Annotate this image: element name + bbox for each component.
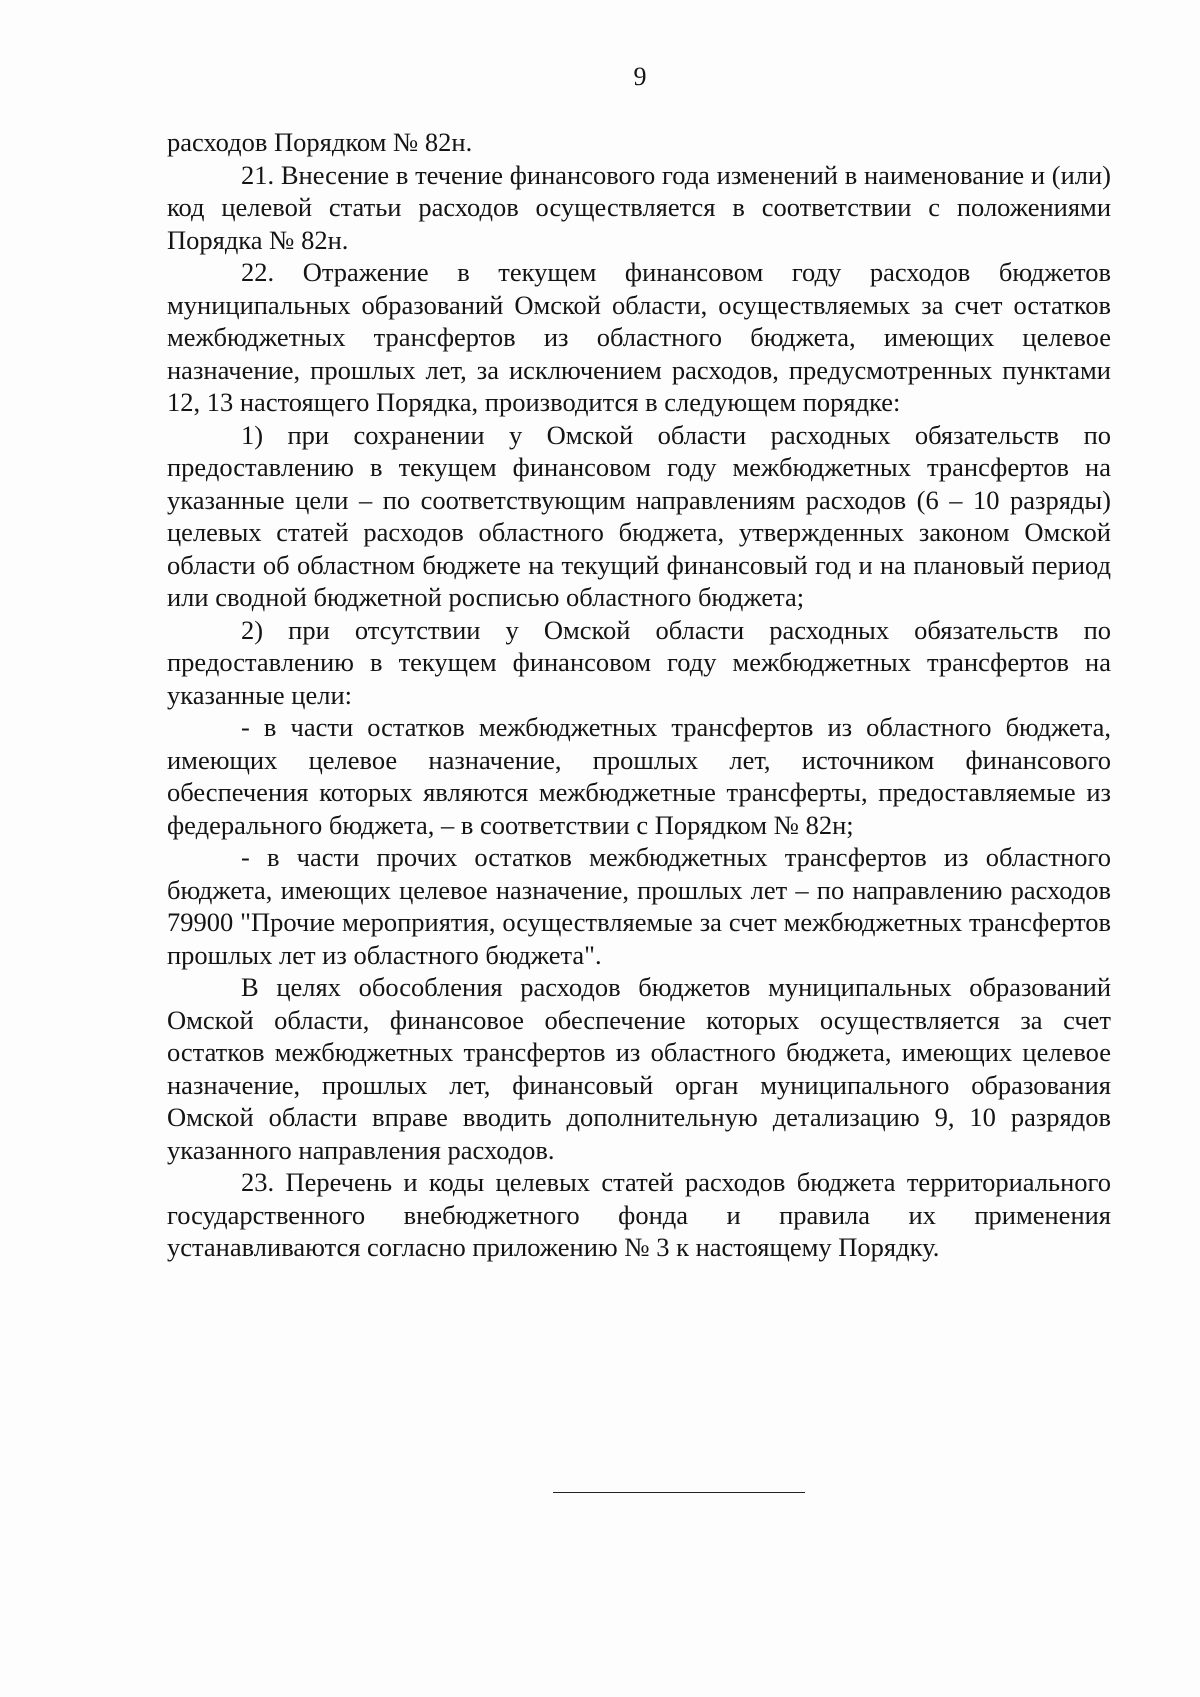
paragraph-continuation: расходов Порядком № 82н. [167,127,473,157]
paragraph-subitem-2: 2) при отсутствии у Омской области расходных обязательств по предоставлению в текущем финансовом году межбюджетных трансфертов на указанные цели: [167,614,1111,710]
page-number: 9 [633,62,647,91]
paragraph-item-23: 23. Перечень и коды целевых статей расходов бюджета территориального государственного внебюджетного фонда и правила их применения устанавливаются согласно приложению № 3 к настоящему Порядку. [167,1167,1111,1262]
paragraph-item-22: 22. Отражение в текущем финансовом году расходов бюджетов муниципальных образований Омской области, осуществляемых за счет остатков межбюджетных трансфертов из областного бюджета, имеющих целевое назначение, прошлых лет, за исключением расходов, предусмотренных пунктами 12, 13 настоящего Порядка, производится в следующем порядке: [167,257,1111,417]
paragraph-item-21: 21. Внесение в течение финансового года изменений в наименование и (или) код целевой статьи расходов осуществляется в соответствии с положениями Порядка № 82н. [167,159,1111,255]
paragraph-bullet-other: - в части прочих остатков межбюджетных трансфертов из областного бюджета, имеющих целевое назначение, прошлых лет – по направлению расходов 79900 "Прочие мероприятия, осуществляемые за счет межбюджетных трансфертов прошлых лет из областного бюджета". [167,842,1111,970]
paragraph-detail: В целях обособления расходов бюджетов муниципальных образований Омской области, финансовое обеспечение которых осуществляется за счет остатков межбюджетных трансфертов из областного бюджета, имеющих целевое назначение, прошлых лет, финансовый орган муниципального образования Омской области вправе вводить дополнительную детализацию 9, 10 разрядов указанного направления расходов. [167,972,1111,1165]
paragraph-bullet-federal: - в части остатков межбюджетных трансфертов из областного бюджета, имеющих целевое назначение, прошлых лет, источником финансового обеспечения которых являются межбюджетные трансферты, предоставляемые из федерального бюджета, – в соответствии с Порядком № 82н; [167,712,1111,840]
paragraph-subitem-1: 1) при сохранении у Омской области расходных обязательств по предоставлению в текущем финансовом году межбюджетных трансфертов на указанные цели – по соответствующим направлениям расходов (6 – 10 разряды) целевых статей расходов областного бюджета, утвержденных законом Омской области об областном бюджете на текущий финансовый год и на плановый период или сводной бюджетной росписью областного бюджета; [167,419,1111,612]
end-divider-line [553,1492,805,1493]
document-body [167,126,1111,1264]
